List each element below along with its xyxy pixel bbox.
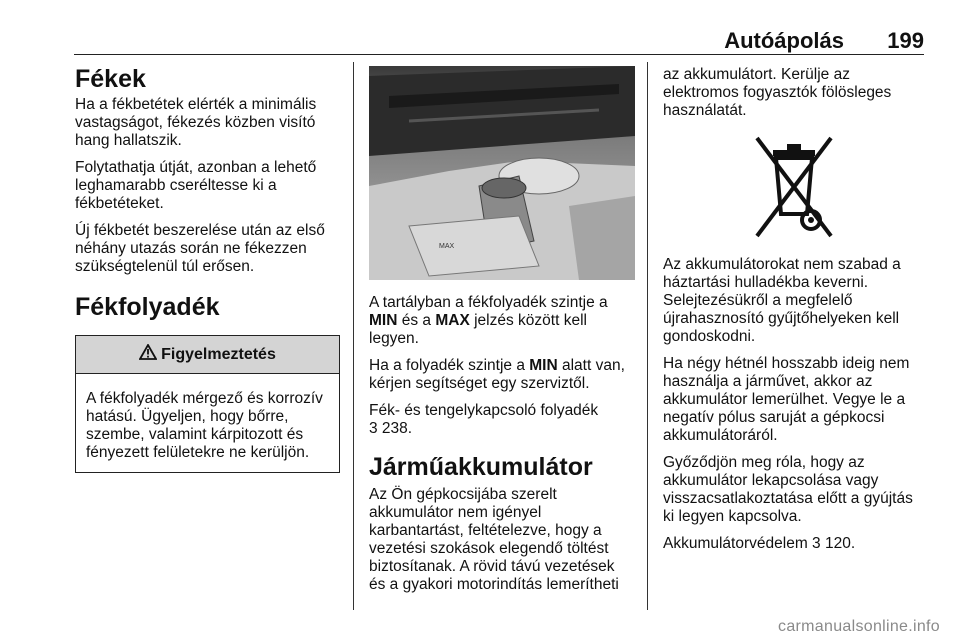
paragraph: Új fékbetét beszerelése után az első néhány utazás során ne fékezzen szükségtelenül túl erősen. (75, 221, 325, 275)
paragraph: Ha a fékbetétek elérték a minimális vastagságot, fékezés közben visító hang hallatszik. (75, 95, 317, 149)
paragraph: Győződjön meg róla, hogy az akkumulátor lekapcsolása vagy visszacsatlakoztatása előtt a gyújtás ki legyen kapcsolva. (663, 454, 913, 525)
warning-text: A fékfolyadék mérgező és korrozív hatású. Ügyeljen, hogy bőrre, szembe, valamint kárpitozott és fényezett felületekre ne kerüljön. (86, 390, 323, 461)
heading-brakes: Fékek (75, 65, 146, 93)
paragraph: Az akkumulátorokat nem szabad a háztartási hulladékba keverni. Selejtezésükről a megfelelő újrahasznosító gyűjtőhelyeken kell gondoskodni. (663, 256, 901, 345)
column-divider (353, 62, 354, 610)
column-3 (663, 60, 925, 562)
brake-fluid-reservoir-photo (369, 66, 635, 280)
page-number: 199 (887, 28, 924, 53)
page-header (74, 26, 924, 55)
paragraph: Akkumulátorvédelem 3 120. (663, 535, 856, 552)
paragraph: Folytathatja útját, azonban a lehető leghamarabb cseréltesse ki a fékbetéteket. (75, 158, 317, 212)
warning-triangle-icon (139, 344, 157, 365)
photo-max-label: MAX (439, 243, 455, 250)
heading-brake-fluid: Fékfolyadék (75, 292, 220, 321)
warning-box (75, 335, 340, 473)
warning-header (76, 336, 339, 374)
section-title: Autóápolás (724, 28, 844, 53)
heading-battery: Járműakkumulátor (369, 453, 593, 481)
page-reference-link: 3 238. (369, 420, 413, 437)
warning-title: Figyelmeztetés (161, 345, 276, 363)
crossed-out-bin-icon (751, 132, 837, 242)
paragraph: Ha négy hétnél hosszabb ideig nem használja a járművet, akkor az akkumulátor lemerülhet. Vegye le a negatív pólus saruját a gépkocsi akkumulátoráról. (663, 355, 910, 444)
paragraph: Ha a folyadék szintje a MIN alatt van, kérjen segítséget egy szerviztől. (369, 357, 625, 392)
paragraph: Az Ön gépkocsijába szerelt akkumulátor nem igényel karbantartást, feltételezve, hogy a vezetési szokások elegendő töltést biztosítanak. A rövid távú vezetések és a gyakori motorindítás lemerítheti (369, 485, 619, 593)
column-divider (647, 62, 648, 610)
paragraph: az akkumulátort. Kerülje az elektromos fogyasztók fölösleges használatát. (663, 66, 892, 119)
paragraph: A tartályban a fékfolyadék szintje a MIN és a MAX jelzés között kell legyen. (369, 294, 608, 347)
column-2 (369, 60, 635, 603)
paragraph: Fék- és tengelykapcsoló folyadék 3 238. (369, 402, 599, 437)
column-1 (75, 60, 340, 473)
watermark: carmanualsonline.info (778, 618, 940, 635)
